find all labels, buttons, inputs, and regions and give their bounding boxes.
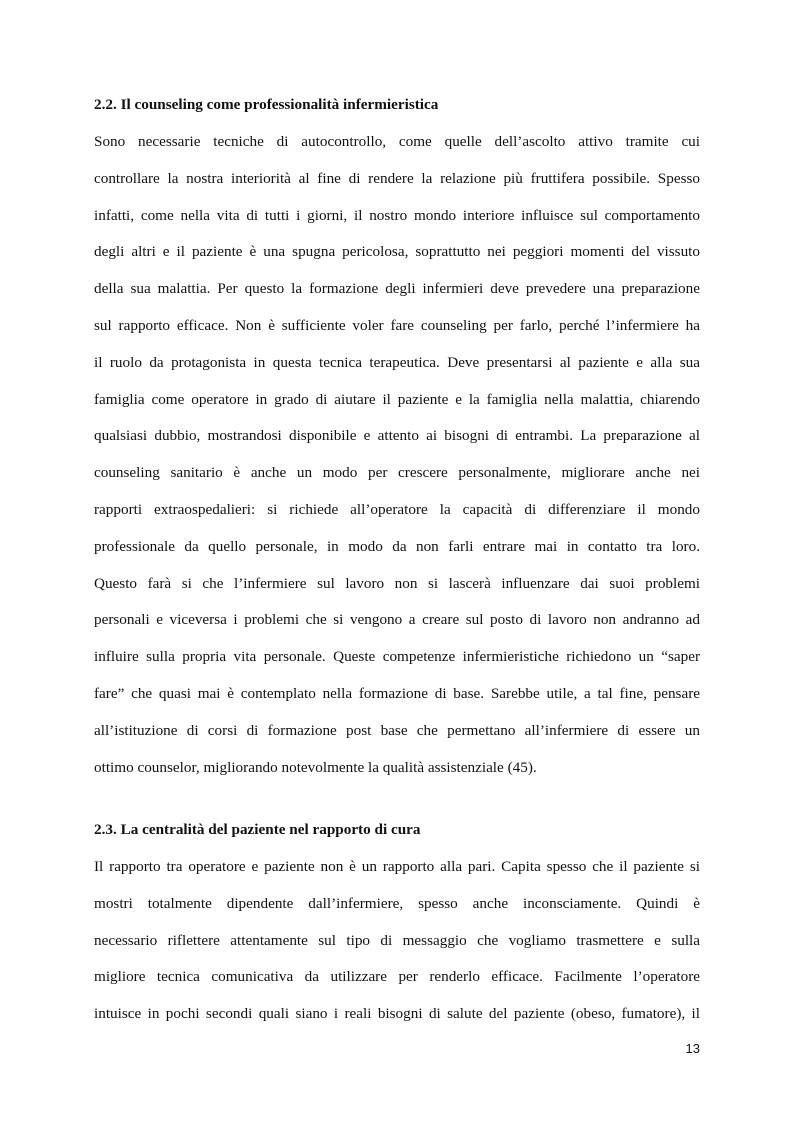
text-line: Il rapporto tra operatore e paziente non è un rapporto alla pari. Capita spesso che il paziente si [94,858,700,875]
text-line: infatti, come nella vita di tutti i giorni, il nostro mondo interiore influisce sul comportamento [94,206,700,224]
text-line: ottimo counselor, migliorando notevolmente la qualità assistenziale (45). [94,758,537,776]
section-heading: 2.2. Il counseling come professionalità infermieristica [94,96,439,113]
text-line: rapporti extraospedalieri: si richiede all’operatore la capacità di differenziare il mondo [94,500,700,518]
paragraph [94,857,700,1041]
text-line: fare” che quasi mai è contemplato nella formazione di base. Sarebbe utile, a tal fine, pensare [94,684,700,702]
text-line: influire sulla propria vita personale. Queste competenze infermieristiche richiedono un “saper [94,648,700,666]
text-line: della sua malattia. Per questo la formazione degli infermieri deve prevedere una preparazione [94,280,700,298]
text-line: Questo farà si che l’infermiere sul lavoro non si lascerà influenzare dai suoi problemi [94,574,700,592]
section-heading: 2.3. La centralità del paziente nel rapporto di cura [94,821,421,838]
text-line: mostri totalmente dipendente dall’infermiere, spesso anche inconsciamente. Quindi è [94,894,700,912]
text-line: qualsiasi dubbio, mostrandosi disponibile e attento ai bisogni di entrambi. La preparazione al [94,427,700,445]
section-counseling [94,95,700,794]
text-line: il ruolo da protagonista in questa tecnica terapeutica. Deve presentarsi al paziente e alla sua [94,353,700,371]
text-line: professionale da quello personale, in modo da non farli entrare mai in contatto tra loro. [94,537,700,555]
paragraph [94,132,700,794]
text-line: counseling sanitario è anche un modo per crescere personalmente, migliorare anche nei [94,464,700,482]
text-line: famiglia come operatore in grado di aiutare il paziente e la famiglia nella malattia, chiarendo [94,390,700,408]
text-line: controllare la nostra interiorità al fine di rendere la relazione più fruttifera possibile. Spesso [94,169,700,187]
text-line: all’istituzione di corsi di formazione post base che permettano all’infermiere di essere un [94,721,700,739]
text-line: Sono necessarie tecniche di autocontrollo, come quelle dell’ascolto attivo tramite cui [94,133,700,150]
section-patient-centrality [94,820,700,1041]
text-line: migliore tecnica comunicativa da utilizzare per renderlo efficace. Facilmente l’operatore [94,968,700,986]
text-line: personali e viceversa i problemi che si vengono a creare sul posto di lavoro non andranno ad [94,611,700,629]
text-line: sul rapporto efficace. Non è sufficiente voler fare counseling per farlo, perché l’infermiere ha [94,316,700,334]
text-line: degli altri e il paziente è una spugna pericolosa, soprattutto nei peggiori momenti del vissuto [94,243,700,261]
text-line: necessario riflettere attentamente sul tipo di messaggio che vogliamo trasmettere e sulla [94,931,700,949]
text-line: intuisce in pochi secondi quali siano i reali bisogni di salute del paziente (obeso, fumatore), il [94,1005,700,1023]
page-number: 13 [685,1041,700,1056]
